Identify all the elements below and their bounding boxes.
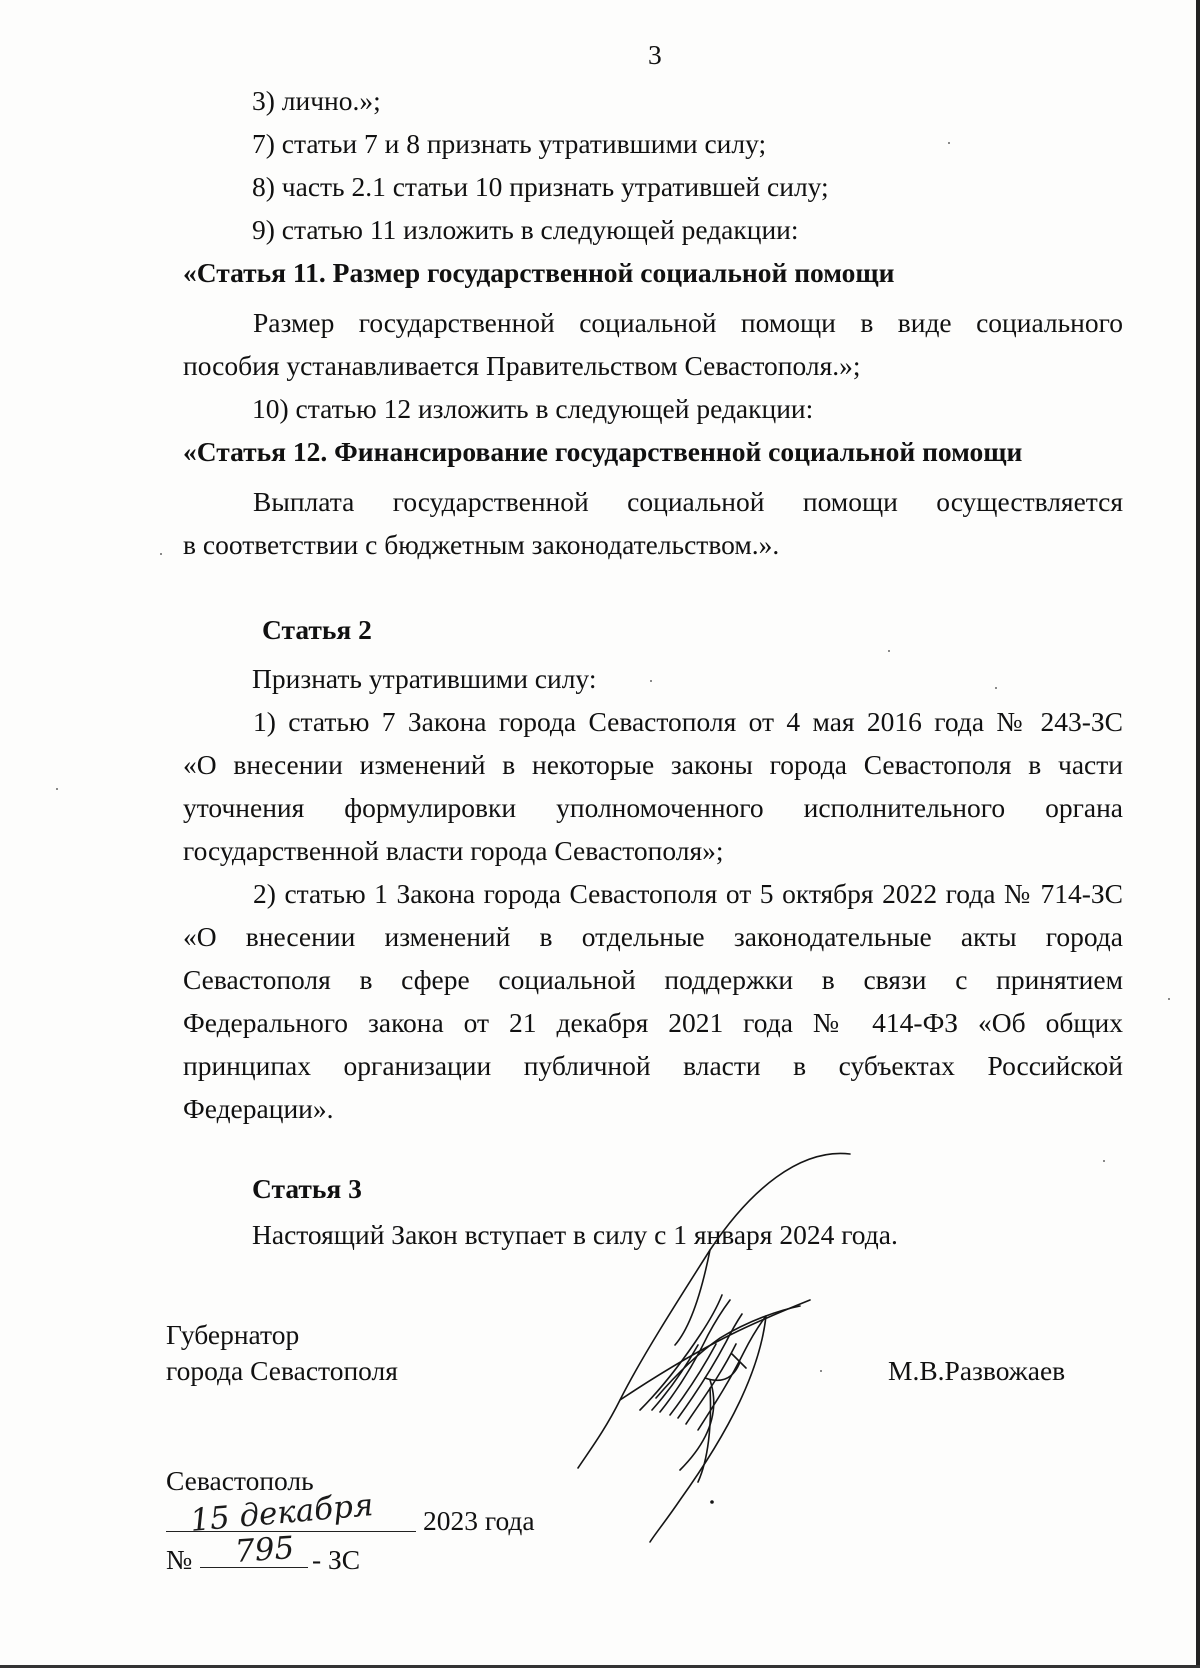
list-item: 8) часть 2.1 статьи 10 признать утратившей силу;: [252, 171, 829, 202]
handwritten-date: 15 декабря: [188, 1487, 375, 1539]
scan-speck: [160, 553, 162, 555]
signatory-position: Губернатор: [166, 1319, 300, 1350]
paragraph-line: Выплата государственной социальной помощи осуществляется: [253, 486, 1123, 517]
article-heading: «Статья 12. Финансирование государственной социальной помощи: [183, 436, 1023, 467]
list-item: 7) статьи 7 и 8 признать утратившими силу;: [252, 128, 767, 159]
scan-speck: [1168, 998, 1170, 1000]
paragraph-line: государственной власти города Севастополя»;: [183, 835, 724, 866]
signatory-name: М.В.Развожаев: [888, 1355, 1066, 1386]
list-item: 10) статью 12 изложить в следующей редакции:: [252, 393, 814, 424]
scan-speck: [56, 788, 58, 790]
law-number-prefix: №: [166, 1544, 193, 1575]
governor-signature: [560, 1130, 880, 1550]
paragraph-line: «О внесении изменений в отдельные законодательные акты города: [183, 921, 1123, 952]
paragraph-line: Размер государственной социальной помощи в виде социального: [253, 307, 1123, 338]
paragraph-line: 1) статью 7 Закона города Севастополя от 4 мая 2016 года № 243-ЗС: [253, 706, 1123, 737]
article-heading: Статья 2: [262, 614, 372, 645]
scan-speck: [1103, 1160, 1105, 1162]
paragraph-line: Признать утратившими силу:: [252, 663, 597, 694]
scan-speck: [820, 1370, 822, 1372]
article-heading: «Статья 11. Размер государственной социальной помощи: [183, 257, 895, 288]
signatory-position: города Севастополя: [166, 1355, 398, 1386]
paragraph-line: пособия устанавливается Правительством Севастополя.»;: [183, 350, 861, 381]
paragraph-line: Севастополя в сфере социальной поддержки в связи с принятием: [183, 964, 1123, 995]
handwritten-number: 795: [233, 1529, 296, 1571]
law-number-suffix: - ЗС: [312, 1544, 361, 1575]
date-year: 2023 года: [423, 1505, 535, 1536]
scan-speck: [888, 650, 890, 652]
paragraph-line: 2) статью 1 Закона города Севастополя от 5 октября 2022 года № 714-ЗС: [253, 878, 1123, 909]
page-number: 3: [648, 39, 662, 70]
signing-city: Севастополь: [166, 1465, 314, 1496]
paragraph-line: в соответствии с бюджетным законодательством.».: [183, 529, 780, 560]
scan-speck: [995, 687, 997, 689]
page-edge: [1196, 0, 1200, 1668]
paragraph-line: Федерального закона от 21 декабря 2021 года № 414-ФЗ «Об общих: [183, 1007, 1123, 1038]
article-heading: Статья 3: [252, 1173, 362, 1204]
paragraph-line: уточнения формулировки уполномоченного исполнительного органа: [183, 792, 1123, 823]
paragraph-line: принципах организации публичной власти в субъектах Российской: [183, 1050, 1123, 1081]
paragraph-line: Федерации».: [183, 1093, 334, 1124]
list-item: 3) лично.»;: [252, 85, 381, 116]
paragraph-line: Настоящий Закон вступает в силу с 1 января 2024 года.: [252, 1219, 898, 1250]
list-item: 9) статью 11 изложить в следующей редакции:: [252, 214, 799, 245]
scan-speck: [948, 142, 950, 144]
paragraph-line: «О внесении изменений в некоторые законы города Севастополя в части: [183, 749, 1123, 780]
scan-speck: [650, 680, 652, 682]
